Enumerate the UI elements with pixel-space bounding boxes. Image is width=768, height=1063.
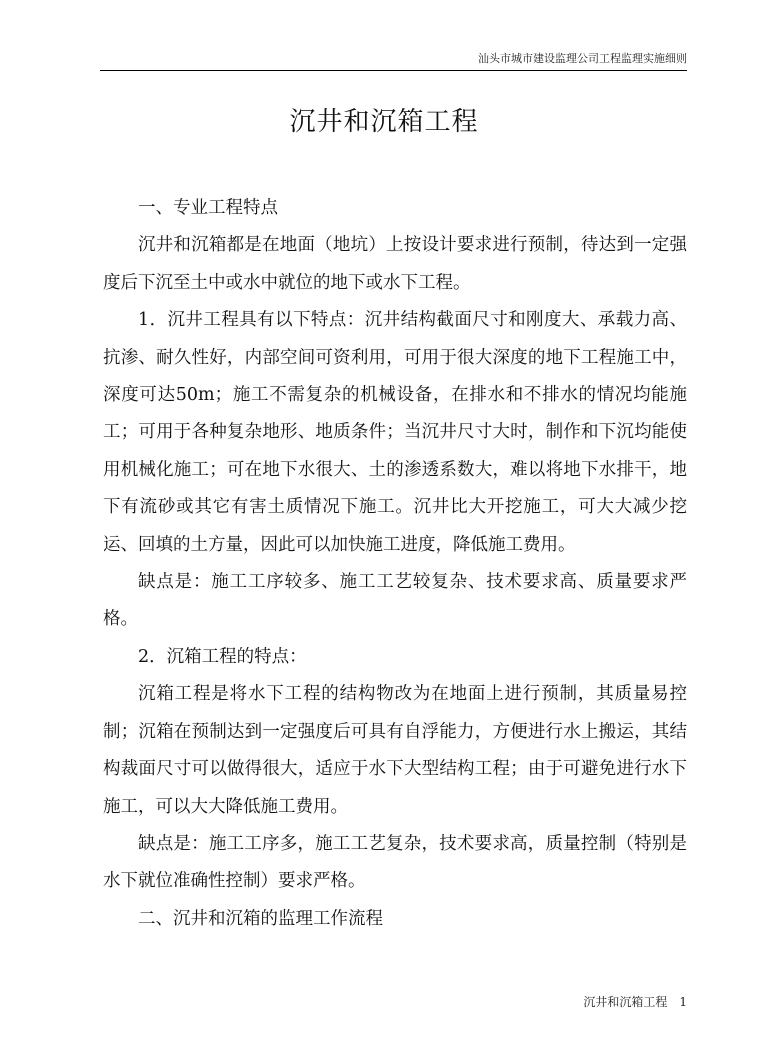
paragraph: 1．沉井工程具有以下特点：沉井结构截面尺寸和刚度大、承载力高、抗渗、耐久性好，内部空间可资利用，可用于很大深度的地下工程施工中，深度可达50m；施工不需复杂的机械设备，在排水和不排水的情况均能施工；可用于各种复杂地形、地质条件；当沉井尺寸大时，制作和下沉均能使用机械化施工；可在地下水很大、土的渗透系数大，难以将地下水排干，地下有流砂或其它有害土质情况下施工。沉井比大开挖施工，可大大减少挖运、回填的土方量，因此可以加快施工进度，降低施工费用。 [103, 310, 687, 555]
paragraph: 缺点是：施工工序较多、施工工艺较复杂、技术要求高、质量要求严格。 [103, 572, 687, 630]
body-text [103, 190, 687, 938]
header-rule [100, 70, 687, 71]
section-heading: 一、专业工程特点 [138, 198, 278, 218]
page-number: 1 [679, 995, 687, 1009]
paragraph: 缺点是：施工工序多，施工工艺复杂，技术要求高，质量控制（特别是水下就位准确性控制）要求严格。 [103, 833, 687, 892]
section-heading: 二、沉井和沉箱的监理工作流程 [138, 908, 383, 929]
running-header: 汕头市城市建设监理公司工程监理实施细则 [478, 52, 687, 65]
footer-label: 沉井和沉箱工程 [583, 995, 668, 1009]
paragraph: 沉箱工程是将水下工程的结构物改为在地面上进行预制，其质量易控制；沉箱在预制达到一定强度后可具有自浮能力，方便进行水上搬运，其结构裁面尺寸可以做得很大，适应于水下大型结构工程；由于可避免进行水下施工，可以大大降低施工费用。 [103, 684, 687, 817]
page-title: 沉井和沉箱工程 [289, 107, 479, 137]
paragraph: 沉井和沉箱都是在地面（地坑）上按设计要求进行预制，待达到一定强度后下沉至土中或水中就位的地下或水下工程。 [103, 235, 687, 293]
page-footer [583, 995, 687, 1009]
subheading: 2．沉箱工程的特点： [138, 646, 307, 667]
